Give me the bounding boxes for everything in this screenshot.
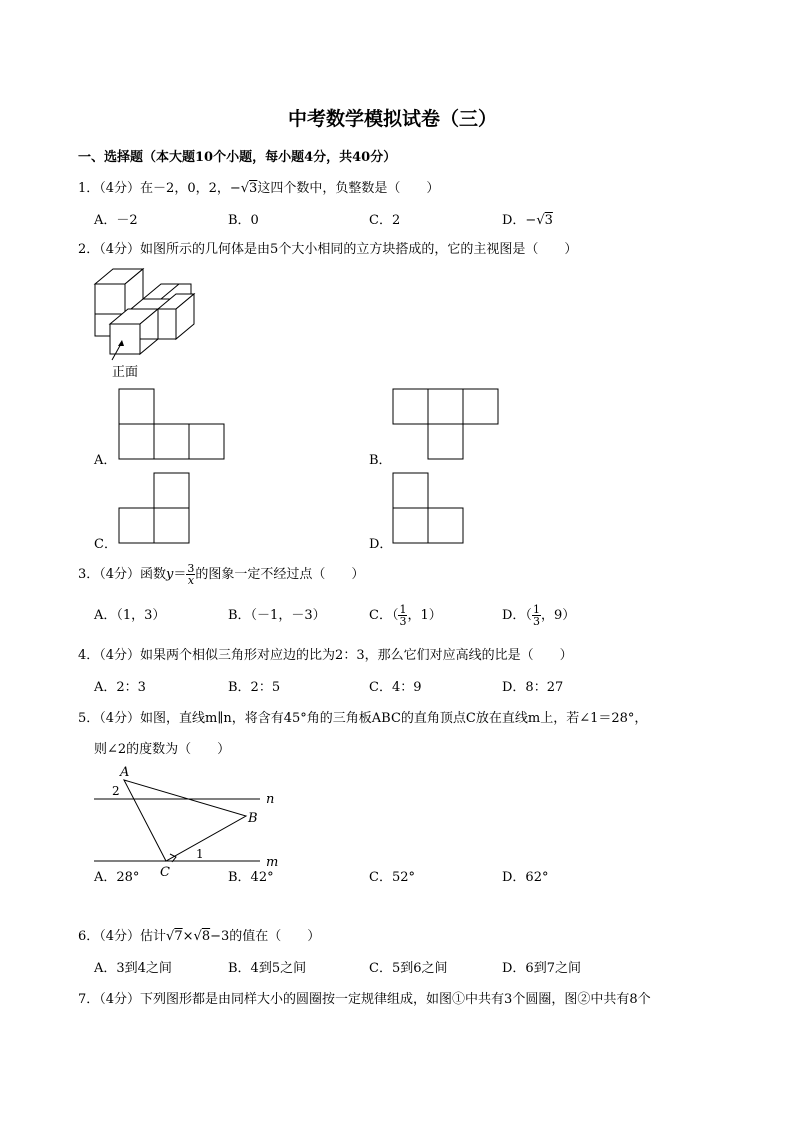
q7-stem: 7．（4分）下列图形都是由同样大小的圆圈按一定规律组成，如图①中共有3个圆圈，图②中共有8个 (78, 992, 651, 1007)
sqrt-icon: √ (193, 929, 202, 944)
q3-option-c[interactable] (369, 601, 442, 631)
sqrt-icon: √ (166, 929, 175, 944)
q1-option-b[interactable]: B．0 (228, 213, 259, 228)
q6-times: × (182, 929, 194, 944)
q5-figure (88, 762, 288, 880)
q3-option-a[interactable]: A．（1，3） (94, 608, 166, 623)
q1-stem-text: 1．（4分）在－2，0，2，− (78, 181, 241, 196)
q3-stem-text: 3．（4分）函数 (78, 567, 167, 582)
label-m: m (266, 855, 279, 870)
q3-stem (78, 560, 364, 590)
q6-stem-text-2: −3的值在（ ） (210, 929, 321, 944)
q1-radicand: 3 (249, 181, 258, 196)
q4-option-c[interactable]: C．4：9 (369, 680, 422, 695)
q1-stem-text-2: 这四个数中，负整数是（ ） (257, 181, 440, 196)
sqrt-icon: √ (536, 213, 545, 228)
q6-option-d[interactable]: D．6到7之间 (502, 961, 581, 976)
q1-option-c[interactable]: C．2 (369, 213, 401, 228)
q2-option-a-figure[interactable] (118, 388, 226, 462)
q2-option-a[interactable]: A． (94, 453, 117, 468)
front-label: 正面 (112, 365, 139, 380)
cube-front-face (110, 324, 140, 354)
q1-option-d-radicand: 3 (544, 213, 553, 228)
sqrt-icon: √ (240, 181, 250, 196)
q2-stem: 2．（4分）如图所示的几何体是由5个大小相同的立方块搭成的，它的主视图是（ ） (78, 242, 578, 257)
q4-option-b[interactable]: B．2：5 (228, 680, 281, 695)
q3-option-c-text-2: ，1） (407, 608, 442, 623)
numerator: 1 (399, 603, 407, 616)
q3-var-y: y (166, 567, 174, 582)
q2-option-d[interactable]: D． (369, 537, 393, 552)
page-title: 中考数学模拟试卷（三） (288, 108, 498, 130)
q6-option-b[interactable]: B．4到5之间 (228, 961, 307, 976)
q3-option-b[interactable]: B．（－1，－3） (228, 608, 326, 623)
q1-option-d[interactable] (502, 209, 553, 228)
q5-stem-line2: 则∠2的度数为（ ） (94, 742, 231, 757)
q6-stem (78, 925, 320, 944)
label-n: n (266, 792, 275, 807)
q5-option-d[interactable]: D．62° (502, 870, 549, 885)
q3-numerator: 3 (187, 562, 195, 575)
q1-option-d-text: D．− (502, 213, 537, 228)
label-c: C (160, 865, 170, 880)
q4-option-a[interactable]: A．2：3 (94, 680, 146, 695)
q2-solid-figure (90, 264, 200, 380)
q5-option-b[interactable]: B．42° (228, 870, 274, 885)
q2-option-b-figure[interactable] (392, 388, 500, 462)
q6-option-c[interactable]: C．5到6之间 (369, 961, 448, 976)
q3-equals: ＝ (173, 567, 187, 582)
section-heading: 一、选择题（本大题10个小题，每小题4分，共40分） (78, 150, 397, 165)
q3-denominator: x (187, 574, 195, 587)
triangle-abc (124, 780, 246, 861)
q1-option-a[interactable]: A．－2 (94, 213, 138, 228)
q2-option-d-figure[interactable] (392, 472, 466, 546)
q3-option-c-text: C．（ (369, 608, 399, 623)
q3-option-d-text-2: ，9） (540, 608, 576, 623)
q5-option-c[interactable]: C．52° (369, 870, 415, 885)
cube-front-face (158, 309, 176, 339)
q2-option-c[interactable]: C． (94, 537, 117, 552)
q5-stem-line1: 5．（4分）如图，直线m∥n，将含有45°角的三角板ABC的直角顶点C放在直线m上，若∠1＝28°， (78, 711, 648, 726)
q5-option-a[interactable]: A．28° (94, 870, 140, 885)
q3-option-d-fraction (532, 604, 541, 627)
q6-radicand-1: 7 (174, 929, 183, 944)
numerator: 1 (532, 603, 540, 616)
cube-front-face (95, 284, 125, 314)
q1-stem (78, 177, 439, 196)
q3-option-d[interactable] (502, 601, 575, 631)
q2-option-b[interactable]: B． (369, 453, 392, 468)
q6-stem-text: 6．（4分）估计 (78, 929, 167, 944)
denominator: 3 (399, 615, 407, 628)
q4-stem: 4．（4分）如果两个相似三角形对应边的比为2：3，那么它们对应高线的比是（ ） (78, 648, 573, 663)
q4-option-d[interactable]: D．8：27 (502, 680, 564, 695)
q2-option-c-figure[interactable] (118, 472, 192, 546)
q6-radicand-2: 8 (201, 929, 211, 944)
q3-option-d-text: D．（ (502, 608, 532, 623)
denominator: 3 (532, 615, 540, 628)
q6-option-a[interactable]: A．3到4之间 (94, 961, 172, 976)
label-b: B (248, 811, 258, 826)
label-a: A (120, 765, 130, 780)
label-angle-1: 1 (196, 847, 204, 861)
q3-stem-text-2: 的图象一定不经过点（ ） (195, 567, 365, 582)
label-angle-2: 2 (112, 784, 120, 798)
